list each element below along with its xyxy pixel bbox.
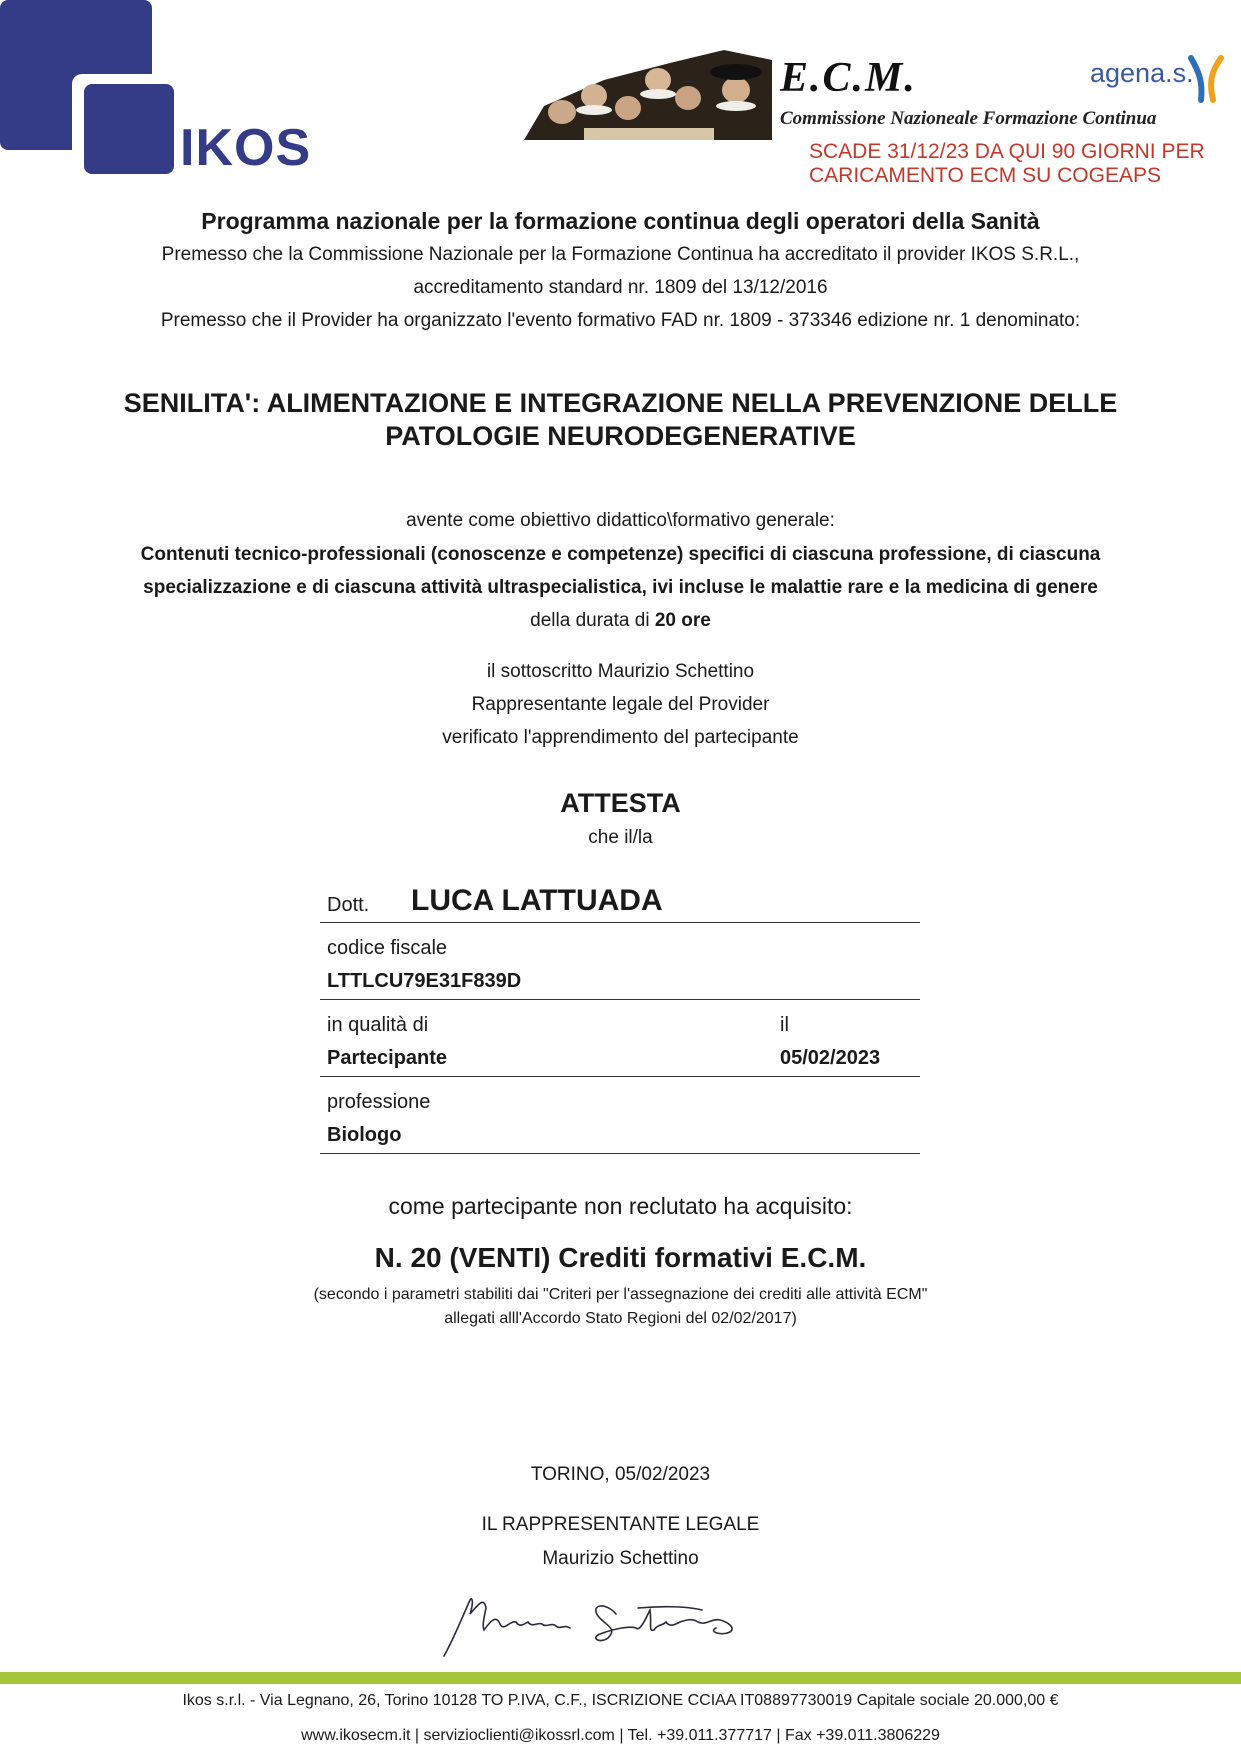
agenas-mark-icon [1185,54,1229,104]
objective-intro: avente come obiettivo didattico\formativo generale: [406,510,835,531]
signer-line-3: verificato l'apprendimento del partecipante [442,727,799,748]
credits-note-line-1: (secondo i parametri stabiliti dai "Criteri per l'assegnazione dei crediti alle attività ECM" [313,1286,928,1303]
title-label: Dott. [327,894,370,916]
legal-rep-title: IL RAPPRESENTANTE LEGALE [481,1514,760,1535]
logo-square-small [84,84,174,174]
agenas-text: agena.s. [1090,58,1194,88]
intro-line-1: Premesso che la Commissione Nazionale per la Formazione Continua ha accreditato il provider IKOS S.R.L., [161,244,1080,265]
duration-value: 20 ore [654,610,711,631]
signer-line-1: il sottoscritto Maurizio Schettino [486,661,755,682]
ecm-subtitle: Commissione Nazioneale Formazione Continua [780,108,1157,129]
signer-line-2: Rappresentante legale del Provider [471,694,770,715]
agenas-logo [1090,58,1194,89]
credits-note-line-2: allegati alll'Accordo Stato Regioni del 02/02/2017) [444,1310,797,1327]
duration-prefix: della durata di [530,610,650,631]
course-title-line-1: SENILITA': ALIMENTAZIONE E INTEGRAZIONE NELLA PREVENZIONE DELLE [123,388,1118,418]
intro-line-2: accreditamento standard nr. 1809 del 13/12/2016 [413,277,828,298]
date-label: il [780,1014,789,1036]
participant-name-row [320,880,920,923]
footer-line-1: Ikos s.r.l. - Via Legnano, 26, Torino 10128 TO P.IVA, C.F., ISCRIZIONE CCIAA IT08897730019 Capitale sociale 20.000,00 € [182,1692,1059,1709]
objective-line-1: Contenuti tecnico-professionali (conoscenze e competenze) specifici di ciascuna professione, di ciascuna [140,544,1101,565]
date-value: 05/02/2023 [780,1047,881,1069]
duration [0,610,1241,632]
profession-row [320,1076,920,1154]
profession-label: professione [327,1091,431,1113]
profession-value: Biologo [327,1124,402,1146]
logo-text: IKOS [180,119,312,177]
expiry-line-1: SCADE 31/12/23 DA QUI 90 GIORNI PER [809,140,1205,163]
fiscal-code-value: LTTLCU79E31F839D [327,970,522,992]
expiry-notice [809,140,1205,188]
role-row [320,999,920,1077]
footer-line-2: www.ikosecm.it | servizioclienti@ikossrl.com | Tel. +39.011.377717 | Fax +39.011.3806229 [301,1727,940,1744]
fiscal-code-label: codice fiscale [327,937,448,959]
expiry-line-2: CARICAMENTO ECM SU COGEAPS [809,164,1161,187]
che-label: che il/la [588,827,653,848]
participant-name: LUCA LATTUADA [411,884,663,917]
course-title-line-2: PATOLOGIE NEURODEGENERATIVE [385,421,856,451]
legal-rep-name: Maurizio Schettino [542,1548,699,1569]
place-date: TORINO, 05/02/2023 [530,1464,711,1485]
footer-green-bar [0,1672,1241,1684]
acquired-text: come partecipante non reclutato ha acquisito: [388,1193,853,1219]
ecm-title: E.C.M. [780,55,917,101]
attesta-heading: ATTESTA [560,788,681,818]
intro-line-3: Premesso che il Provider ha organizzato l'evento formativo FAD nr. 1809 - 373346 edizione nr. 1 denominato: [160,310,1081,331]
credits-heading: N. 20 (VENTI) Crediti formativi E.C.M. [374,1242,867,1273]
role-value: Partecipante [327,1047,448,1069]
role-label: in qualità di [327,1014,429,1036]
objective-line-2: specializzazione e di ciascuna attività ultraspecialistica, ivi incluse le malattie rare e la medicina di genere [143,577,1098,598]
painting-image [524,50,772,140]
fiscal-code-row [320,922,920,1000]
signature-image [440,1588,760,1660]
program-title: Programma nazionale per la formazione continua degli operatori della Sanità [201,208,1040,234]
